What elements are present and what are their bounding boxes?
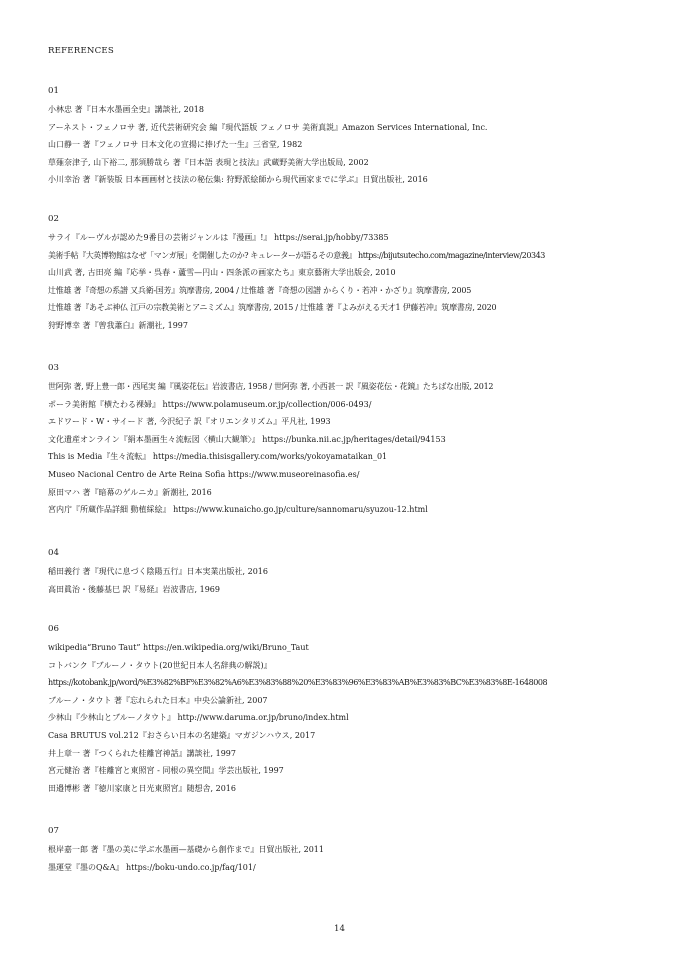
reference-item: 墨運堂『墨のQ&A』 https://boku-undo.co.jp/faq/101/ [48, 862, 256, 872]
reference-item: ブルーノ・タウト 著『忘れられた日本』中央公論新社, 2007 [48, 695, 268, 705]
section-number: 06 [48, 624, 59, 634]
section-number: 01 [48, 86, 59, 96]
reference-item: Casa BRUTUS vol.212『おさらい日本の名建築』マガジンハウス, 2017 [48, 730, 316, 740]
reference-section-01 [48, 84, 648, 189]
reference-section-03 [48, 361, 648, 519]
reference-url-line: https://kotobank.jp/word/%E3%82%BF%E3%82%A6%E3%83%88%20%E3%83%96%E3%83%AB%E3%83%BC%E3%83%8E-1648008 [48, 678, 548, 688]
references-heading: REFERENCES [48, 46, 114, 56]
reference-item: 辻惟雄 著『奇想の系譜 又兵衛-国芳』筑摩書房, 2004 / 辻惟雄 著『奇想の図譜 からくり・若冲・かざり』筑摩書房, 2005 [48, 285, 472, 295]
section-number: 04 [48, 548, 59, 558]
reference-item: 根岸嘉一郎 著『墨の美に学ぶ水墨画—基礎から創作まで』日貿出版社, 2011 [48, 845, 324, 854]
reference-section-06 [48, 622, 648, 797]
reference-item: 山口静一 著『フェノロサ 日本文化の宣揚に捧げた一生』三省堂, 1982 [48, 140, 303, 150]
reference-section-02 [48, 212, 648, 335]
reference-item: Museo Nacional Centro de Arte Reina Sofia https://www.museoreinasofia.es/ [48, 469, 360, 479]
reference-item: 宮元健治 著『桂離宮と東照宮 - 同根の異空間』学芸出版社, 1997 [48, 766, 284, 776]
reference-item: 井上章一 著『つくられた桂離宮神話』講談社, 1997 [48, 748, 236, 758]
reference-item: 狩野博幸 著『曾我蕭白』新潮社, 1997 [48, 320, 188, 330]
reference-item: サライ『ルーヴルが認めた9番目の芸術ジャンルは『漫画』!』 https://serai.jp/hobby/73385 [48, 233, 389, 242]
reference-item: 美術手帖『大英博物館はなぜ「マンガ展」を開催したのか? キュレーターが語るその意義』 https://bijutsutecho.com/magazine/interview/20343 [48, 250, 545, 260]
reference-item: wikipedia“Bruno Taut” https://en.wikipedia.org/wiki/Bruno_Taut [48, 643, 309, 652]
page-number: 14 [334, 924, 345, 934]
reference-item: エドワード・W・サイード 著, 今沢紀子 訳『オリエンタリズム』平凡社, 1993 [48, 417, 331, 427]
reference-section-04 [48, 546, 648, 598]
section-number: 02 [48, 214, 59, 224]
reference-item: 小林忠 著『日本水墨画全史』講談社, 2018 [48, 105, 204, 114]
reference-item: 田邉博彬 著『徳川家康と日光東照宮』随想舎, 2016 [48, 783, 236, 793]
reference-item: 文化遺産オンライン『絹本墨画生々流転図〈横山大観筆〉』 https://bunka.nii.ac.jp/heritages/detail/94153 [48, 434, 446, 444]
reference-item: 草薙奈津子, 山下裕二, 那須勝哉ら 著『日本語 表現と技法』武蔵野美術大学出版局, 2002 [48, 157, 369, 167]
reference-item: アーネスト・フェノロサ 著, 近代芸術研究会 編『現代語版 フェノロサ 美術真説』Amazon Services International, Inc. [48, 122, 488, 132]
reference-item: 少林山『少林山とブルーノタウト』 http://www.daruma.or.jp/bruno/index.html [48, 713, 349, 723]
reference-item: ポーラ美術館『横たわる裸婦』 https://www.polamuseum.or.jp/collection/006-0493/ [48, 399, 372, 409]
reference-item: 稲田義行 著『現代に息づく陰陽五行』日本実業出版社, 2016 [48, 567, 268, 576]
section-number: 03 [48, 363, 59, 373]
reference-item: コトバンク『ブルーノ・タウト(20世紀日本人名辞典の解説)』 [48, 660, 272, 670]
reference-item: 世阿弥 著, 野上豊一郎・西尾実 編『風姿花伝』岩波書店, 1958 / 世阿弥 著, 小西甚一 訳『風姿花伝・花鏡』たちばな出版, 2012 [48, 382, 494, 391]
section-number: 07 [48, 826, 59, 836]
reference-item: 小川幸治 著『新装版 日本画画材と技法の秘伝集: 狩野派絵師から現代画家までに学ぶ』日貿出版社, 2016 [48, 175, 428, 185]
reference-item: 山川武 著, 古田亮 編『応挙・呉春・蘆雪—円山・四条派の画家たち』東京藝術大学出版会, 2010 [48, 268, 396, 278]
reference-item: 宮内庁『所蔵作品詳細 動植綵絵』 https://www.kunaicho.go.jp/culture/sannomaru/syuzou-12.html [48, 505, 428, 515]
reference-section-07 [48, 824, 648, 876]
reference-item: 高田眞治・後藤基巳 訳『易経』岩波書店, 1969 [48, 584, 220, 594]
reference-item: This is Media『生々流転』 https://media.thisisgallery.com/works/yokoyamataikan_01 [48, 452, 388, 462]
reference-item: 原田マハ 著『暗幕のゲルニカ』新潮社, 2016 [48, 487, 212, 497]
reference-item: 辻惟雄 著『あそぶ神仏 江戸の宗教美術とアニミズム』筑摩書房, 2015 / 辻惟雄 著『よみがえる天才1 伊藤若冲』筑摩書房, 2020 [48, 303, 497, 313]
